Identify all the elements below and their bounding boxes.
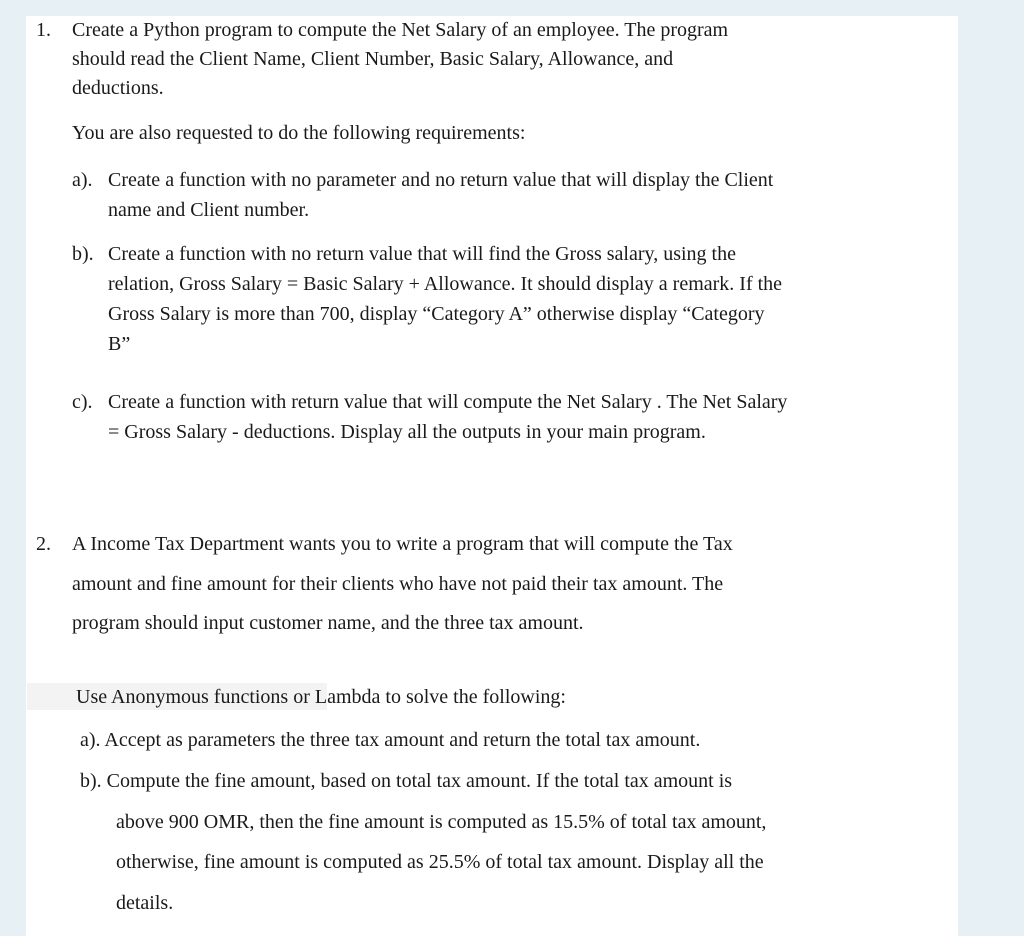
question-2b-line-1: b). Compute the fine amount, based on total tax amount. If the total tax amount is (80, 770, 733, 792)
question-2-line-2: amount and fine amount for their clients who have not paid their tax amount. The (72, 573, 724, 595)
question-2-number: 2. (36, 533, 51, 555)
question-1a-line-2: name and Client number. (108, 199, 310, 221)
question-2b-line-3: otherwise, fine amount is computed as 25.5% of total tax amount. Display all the (116, 851, 764, 873)
question-1b-line-2: relation, Gross Salary = Basic Salary + Allowance. It should display a remark. If the (108, 273, 783, 295)
question-1c-label: c). (72, 391, 93, 413)
question-1b-line-1: Create a function with no return value that will find the Gross salary, using the (108, 243, 736, 265)
question-2b-line-2: above 900 OMR, then the fine amount is computed as 15.5% of total tax amount, (116, 811, 767, 833)
question-1c-line-1: Create a function with return value that will compute the Net Salary . The Net Salary (108, 391, 788, 413)
question-1b-line-3: Gross Salary is more than 700, display “Category A” otherwise display “Category (108, 303, 765, 325)
question-1-line-1: Create a Python program to compute the Net Salary of an employee. The program (72, 19, 729, 41)
question-1-line-3: deductions. (72, 77, 164, 99)
question-1a-label: a). (72, 169, 93, 191)
question-1a-line-1: Create a function with no parameter and no return value that will display the Client (108, 169, 774, 191)
question-1b-label: b). (72, 243, 94, 265)
question-1-number: 1. (36, 19, 51, 41)
question-2-line-3: program should input customer name, and the three tax amount. (72, 612, 584, 634)
question-1-intro: You are also requested to do the following requirements: (72, 122, 526, 144)
question-2a-line: a). Accept as parameters the three tax amount and return the total tax amount. (80, 729, 701, 751)
question-2-intro: Use Anonymous functions or Lambda to solve the following: (76, 686, 566, 708)
question-2b-line-4: details. (116, 892, 174, 914)
question-1c-line-2: = Gross Salary - deductions. Display all the outputs in your main program. (108, 421, 706, 443)
question-1-line-2: should read the Client Name, Client Number, Basic Salary, Allowance, and (72, 48, 674, 70)
question-1b-line-4: B” (108, 333, 131, 355)
document-page (26, 16, 958, 936)
question-2-line-1: A Income Tax Department wants you to write a program that will compute the Tax (72, 533, 733, 555)
